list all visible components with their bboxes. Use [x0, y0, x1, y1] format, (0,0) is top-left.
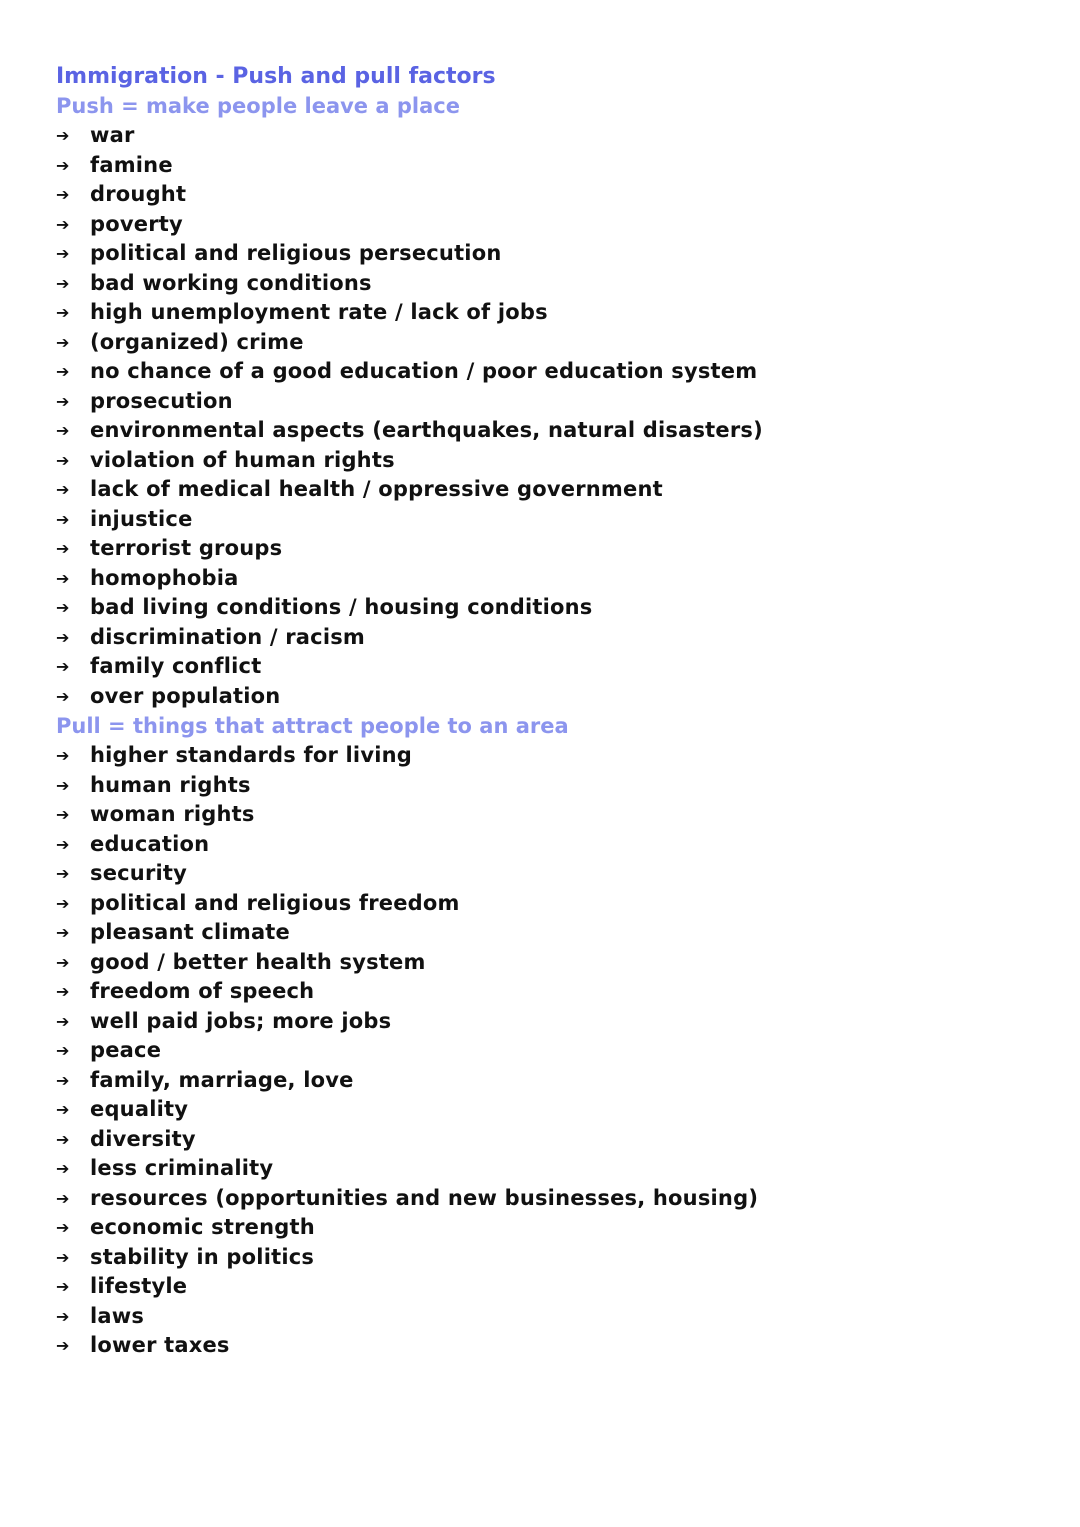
list-item-text: environmental aspects (earthquakes, natural disasters): [90, 418, 763, 442]
list-item: [56, 623, 1036, 653]
list-item: [56, 1243, 1036, 1273]
list-item: [56, 1272, 1036, 1302]
list-item: [56, 1066, 1036, 1096]
arrow-right-icon: ➔: [56, 214, 70, 234]
pull-heading: Pull = things that attract people to an area: [56, 714, 569, 738]
list-item: [56, 889, 1036, 919]
arrow-right-icon: ➔: [56, 1247, 70, 1267]
list-item: [56, 652, 1036, 682]
list-item-text: prosecution: [90, 388, 233, 413]
list-item: [56, 446, 1036, 476]
list-item: [56, 210, 1036, 240]
arrow-right-icon: ➔: [56, 686, 70, 706]
list-item: [56, 593, 1036, 623]
arrow-right-icon: ➔: [56, 1070, 70, 1090]
list-item: [56, 328, 1036, 358]
arrow-right-icon: ➔: [56, 1159, 70, 1178]
list-item: [56, 505, 1036, 535]
list-item-text: family, marriage, love: [90, 1067, 354, 1092]
arrow-right-icon: ➔: [56, 1277, 70, 1296]
arrow-right-icon: ➔: [56, 1218, 70, 1237]
list-item-text: education: [90, 831, 210, 856]
arrow-right-icon: ➔: [56, 952, 70, 972]
arrow-right-icon: ➔: [56, 155, 70, 175]
list-item-text: well paid jobs; more jobs: [90, 1008, 392, 1033]
list-item-text: bad working conditions: [90, 270, 372, 295]
list-item: [56, 1302, 1036, 1332]
list-item: [56, 1007, 1036, 1037]
page-title: Immigration - Push and pull factors: [56, 64, 496, 89]
list-item-text: lack of medical health / oppressive government: [90, 477, 663, 501]
notes-page: [56, 62, 1036, 1361]
arrow-right-icon: ➔: [56, 273, 70, 293]
list-item-text: political and religious persecution: [90, 241, 502, 265]
list-item-text: laws: [90, 1303, 145, 1328]
list-item: [56, 1095, 1036, 1125]
list-item-text: human rights: [90, 772, 251, 797]
arrow-right-icon: ➔: [56, 244, 70, 263]
list-item-text: resources (opportunities and new businesses, housing): [90, 1185, 759, 1210]
list-item: [56, 298, 1036, 328]
arrow-right-icon: ➔: [56, 598, 70, 617]
arrow-right-icon: ➔: [56, 1041, 70, 1060]
list-item: [56, 416, 1036, 446]
arrow-right-icon: ➔: [56, 923, 70, 942]
arrow-right-icon: ➔: [56, 1129, 70, 1149]
arrow-right-icon: ➔: [56, 982, 70, 1001]
list-item-text: peace: [90, 1038, 162, 1062]
list-item-text: freedom of speech: [90, 979, 315, 1003]
list-item-text: famine: [90, 152, 173, 177]
arrow-right-icon: ➔: [56, 1336, 70, 1355]
list-item-text: high unemployment rate / lack of jobs: [90, 300, 548, 324]
list-item: [56, 239, 1036, 269]
arrow-right-icon: ➔: [56, 1188, 70, 1208]
push-factors-list: [56, 121, 1036, 711]
arrow-right-icon: ➔: [56, 126, 70, 145]
list-item: [56, 1331, 1036, 1361]
arrow-right-icon: ➔: [56, 568, 70, 588]
list-item-text: discrimination / racism: [90, 624, 365, 649]
list-item-text: (organized) crime: [90, 329, 304, 354]
arrow-right-icon: ➔: [56, 1306, 70, 1326]
arrow-right-icon: ➔: [56, 864, 70, 883]
arrow-right-icon: ➔: [56, 332, 70, 352]
list-item: [56, 180, 1036, 210]
list-item-text: economic strength: [90, 1215, 315, 1239]
arrow-right-icon: ➔: [56, 893, 70, 913]
list-item: [56, 682, 1036, 712]
list-item-text: terrorist groups: [90, 536, 283, 560]
list-item-text: political and religious freedom: [90, 890, 460, 915]
arrow-right-icon: ➔: [56, 657, 70, 676]
arrow-right-icon: ➔: [56, 450, 70, 470]
arrow-right-icon: ➔: [56, 627, 70, 647]
list-item: [56, 534, 1036, 564]
list-item-text: diversity: [90, 1126, 196, 1151]
list-item: [56, 1213, 1036, 1243]
list-item: [56, 918, 1036, 948]
push-heading: Push = make people leave a place: [56, 94, 460, 118]
list-item: [56, 151, 1036, 181]
arrow-right-icon: ➔: [56, 509, 70, 529]
list-item-text: bad living conditions / housing conditions: [90, 595, 593, 619]
list-item: [56, 1154, 1036, 1184]
arrow-right-icon: ➔: [56, 1011, 70, 1031]
list-item: [56, 800, 1036, 830]
list-item: [56, 564, 1036, 594]
arrow-right-icon: ➔: [56, 1100, 70, 1119]
arrow-right-icon: ➔: [56, 805, 70, 824]
list-item: [56, 948, 1036, 978]
list-item-text: lower taxes: [90, 1333, 230, 1357]
list-item: [56, 387, 1036, 417]
list-item: [56, 1184, 1036, 1214]
list-item-text: pleasant climate: [90, 920, 290, 944]
list-item: [56, 859, 1036, 889]
list-item-text: family conflict: [90, 654, 262, 678]
list-item-text: violation of human rights: [90, 447, 395, 472]
list-item-text: security: [90, 861, 188, 885]
pull-factors-list: [56, 741, 1036, 1361]
arrow-right-icon: ➔: [56, 834, 70, 854]
arrow-right-icon: ➔: [56, 303, 70, 322]
list-item: [56, 771, 1036, 801]
list-item: [56, 357, 1036, 387]
list-item-text: injustice: [90, 506, 193, 531]
list-item-text: no chance of a good education / poor education system: [90, 359, 758, 383]
list-item: [56, 1036, 1036, 1066]
list-item: [56, 830, 1036, 860]
arrow-right-icon: ➔: [56, 480, 70, 499]
list-item: [56, 1125, 1036, 1155]
list-item-text: homophobia: [90, 565, 239, 590]
list-item-text: over population: [90, 683, 281, 708]
list-item: [56, 977, 1036, 1007]
arrow-right-icon: ➔: [56, 185, 70, 204]
list-item: [56, 121, 1036, 151]
list-item-text: less criminality: [90, 1156, 274, 1180]
arrow-right-icon: ➔: [56, 746, 70, 765]
arrow-right-icon: ➔: [56, 775, 70, 795]
list-item-text: lifestyle: [90, 1274, 188, 1298]
list-item: [56, 269, 1036, 299]
list-item-text: woman rights: [90, 802, 255, 826]
list-item-text: equality: [90, 1097, 189, 1121]
arrow-right-icon: ➔: [56, 421, 70, 440]
list-item-text: stability in politics: [90, 1244, 315, 1269]
list-item: [56, 741, 1036, 771]
list-item-text: poverty: [90, 211, 183, 236]
arrow-right-icon: ➔: [56, 362, 70, 381]
list-item-text: good / better health system: [90, 949, 426, 974]
arrow-right-icon: ➔: [56, 391, 70, 411]
arrow-right-icon: ➔: [56, 539, 70, 558]
list-item-text: drought: [90, 182, 187, 206]
list-item-text: war: [90, 123, 135, 147]
list-item: [56, 475, 1036, 505]
list-item-text: higher standards for living: [90, 743, 412, 767]
